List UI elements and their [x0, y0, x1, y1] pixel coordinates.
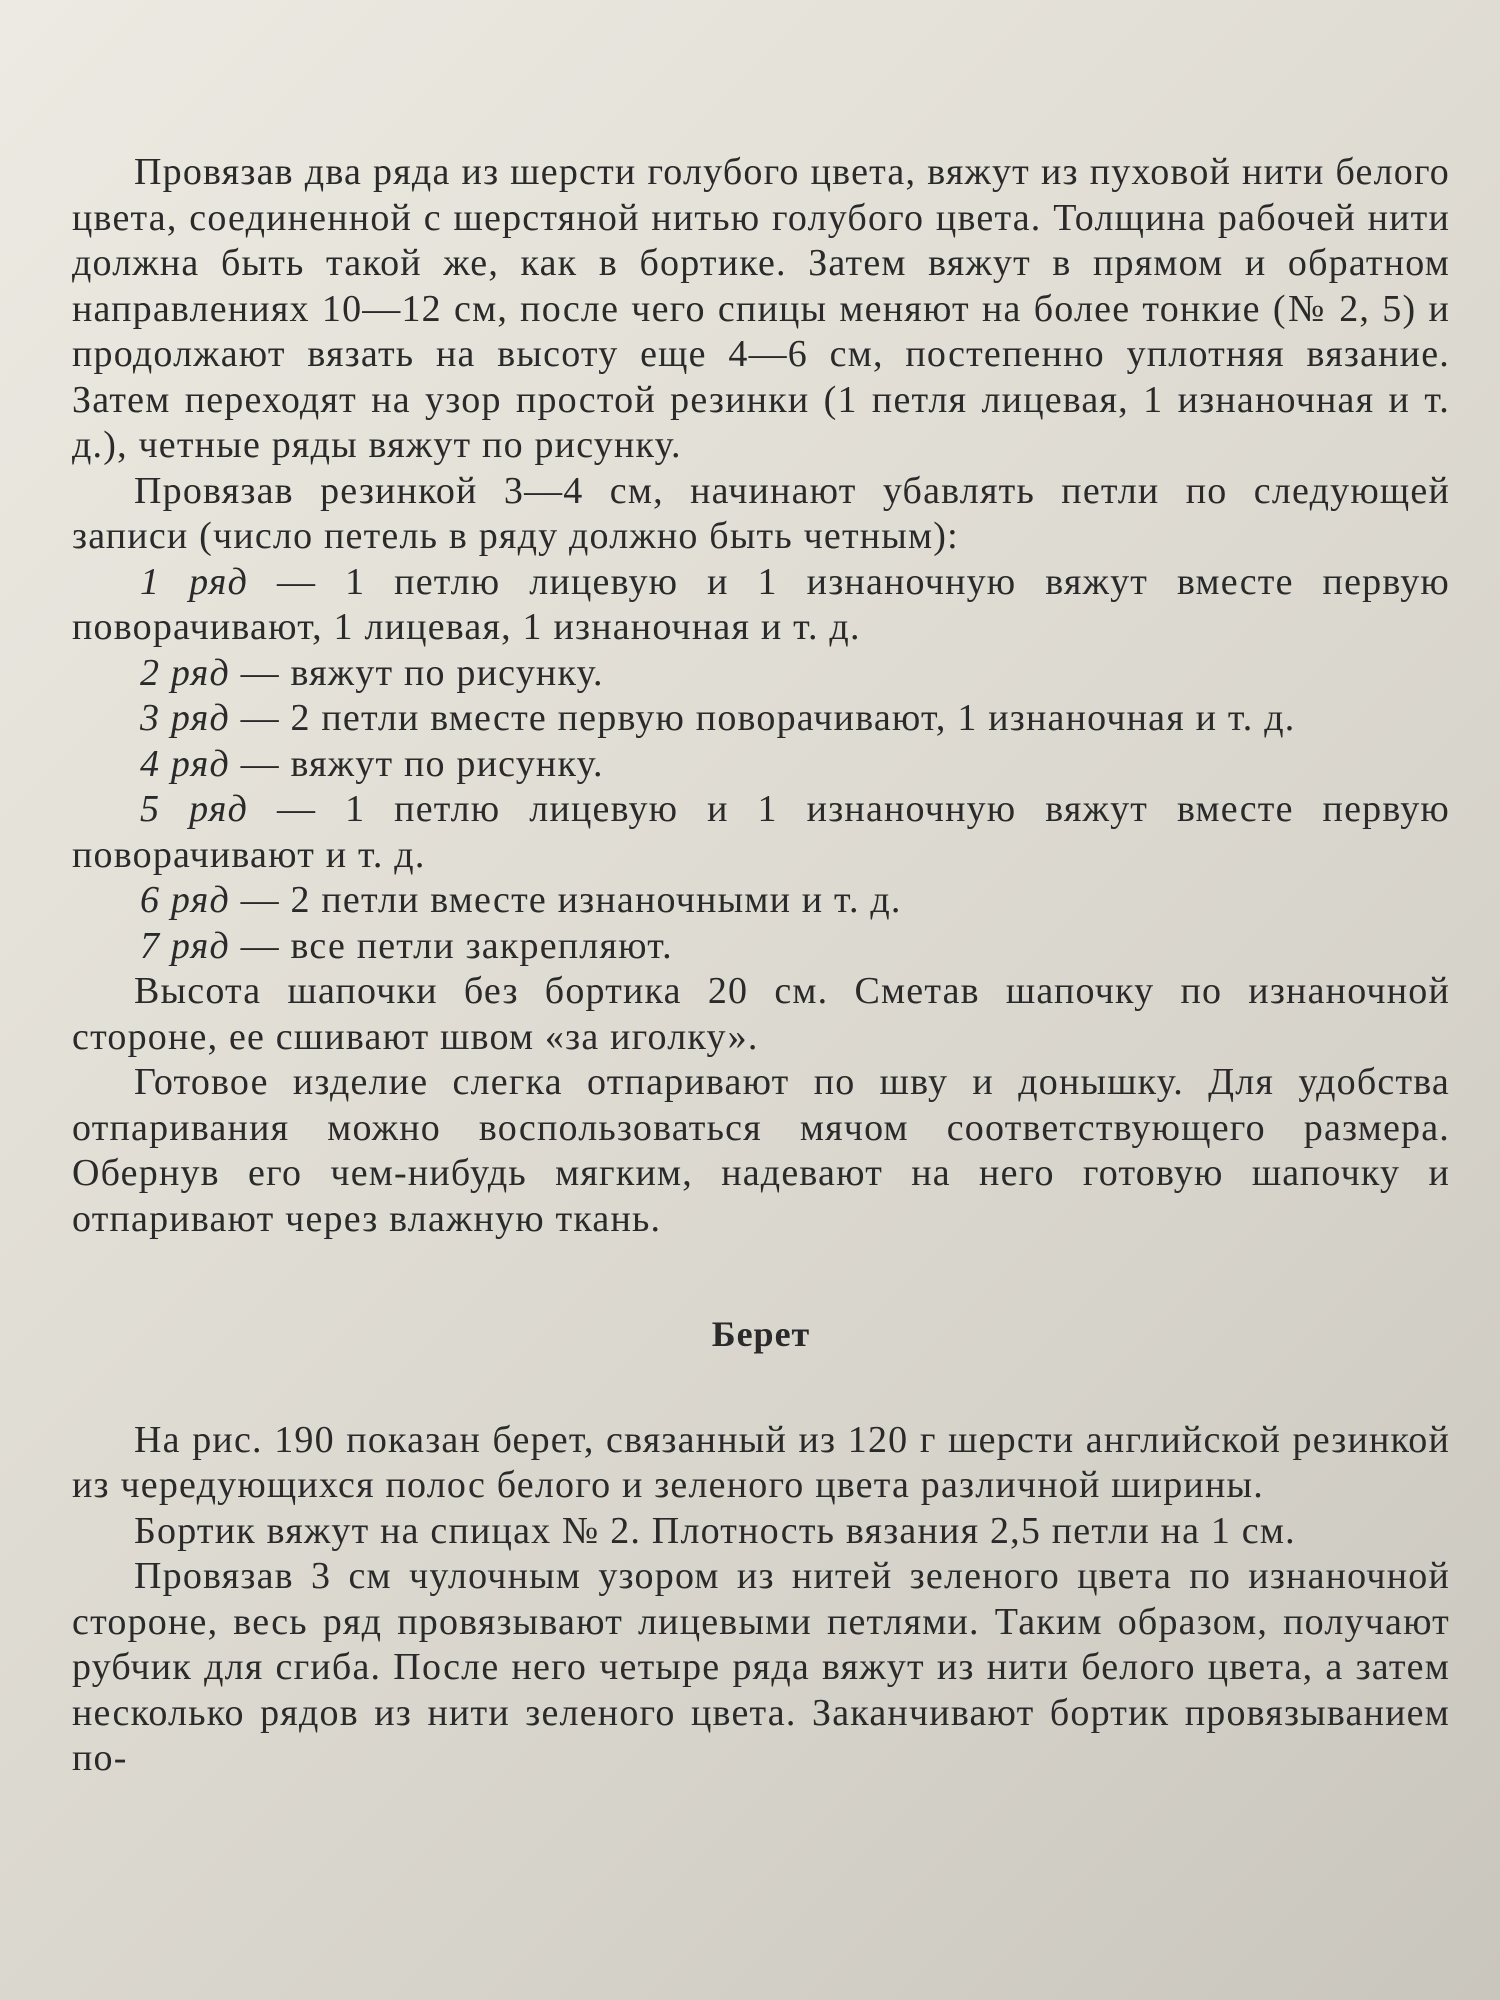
section-heading: Берет: [711, 1314, 811, 1354]
row-label: 4 ряд: [140, 742, 230, 785]
row-label: 5 ряд: [140, 788, 249, 830]
row-instruction-1: [72, 560, 1450, 651]
row-instruction-7: [72, 924, 1450, 970]
row-text: — все петли закрепляют.: [229, 924, 673, 967]
row-text: — вяжут по рисунку.: [229, 651, 604, 694]
row-text: — 1 петлю лицевую и 1 изнаночную вяжут вместе первую поворачивают и т. д.: [72, 788, 1450, 876]
row-label: 7 ряд: [140, 924, 230, 967]
row-text: — 2 петли вместе первую поворачивают, 1 изнаночная и т. д.: [229, 697, 1296, 739]
paragraph: Высота шапочки без бортика 20 см. Сметав шапочку по изнаночной стороне, ее сшивают швом «за иголку».: [72, 970, 1450, 1058]
row-instruction-6: [72, 878, 1450, 924]
row-instruction-2: [72, 651, 1450, 697]
row-text: — 1 петлю лицевую и 1 изнаночную вяжут вместе первую поворачивают, 1 лицевая, 1 изнаночная и т. д.: [72, 560, 1450, 648]
row-text: — вяжут по рисунку.: [229, 742, 604, 785]
paragraph: На рис. 190 показан берет, связанный из 120 г шерсти английской резинкой из чередующихся полос белого и зеленого цвета различной ширины.: [72, 1418, 1450, 1506]
row-label: 1 ряд: [140, 560, 249, 603]
paragraph: Провязав два ряда из шерсти голубого цвета, вяжут из пуховой нити белого цвета, соединенной с шерстяной нитью голубого цвета. Толщина рабочей нити должна быть такой же, как в бортике. Затем вяжут в прямом и обратном направлениях 10—12 см, после чего спицы меняют на более тонкие (№ 2, 5) и продолжают вязать на высоту еще 4—6 см, постепенно уплотняя вязание. Затем переходят на узор простой резинки (1 петля лицевая, 1 изнаночная и т. д.), четные ряды вяжут по рисунку.: [72, 151, 1450, 466]
row-instruction-5: [72, 787, 1450, 878]
row-instruction-4: [72, 742, 1450, 788]
row-instruction-3: [72, 696, 1450, 742]
row-text: — 2 петли вместе изнаночными и т. д.: [229, 879, 902, 921]
section-cap-instructions: [72, 150, 1450, 1242]
row-label: 2 ряд: [140, 651, 230, 694]
paragraph: Провязав резинкой 3—4 см, начинают убавлять петли по следующей записи (число петель в ряду должно быть четным):: [72, 469, 1450, 557]
paragraph: Бортик вяжут на спицах № 2. Плотность вязания 2,5 петли на 1 см.: [134, 1509, 1296, 1552]
section-beret: [72, 1418, 1450, 1782]
paragraph: Провязав 3 см чулочным узором из нитей зеленого цвета по изнаночной стороне, весь ряд провязывают лицевыми петлями. Таким образом, получают рубчик для сгиба. После него четыре ряда вяжут из нити белого цвета, а затем несколько рядов из нити зеленого цвета. Заканчивают бортик провязыванием по-: [72, 1555, 1450, 1779]
row-label: 3 ряд: [140, 697, 230, 739]
paragraph: Готовое изделие слегка отпаривают по шву и донышку. Для удобства отпаривания можно воспользоваться мячом соответствующего размера. Обернув его чем-нибудь мягким, надевают на него готовую шапочку и отпаривают через влажную ткань.: [72, 1061, 1450, 1240]
row-label: 6 ряд: [140, 879, 230, 921]
